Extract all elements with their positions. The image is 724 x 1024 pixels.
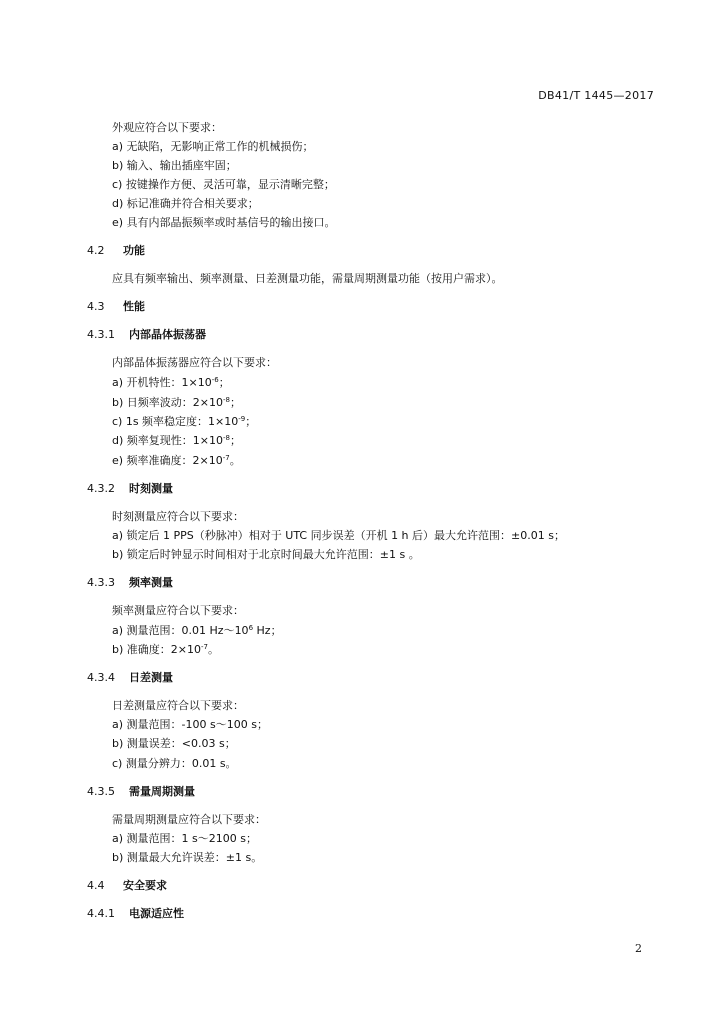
section-number: 4.3.2 (87, 482, 115, 495)
list-item: b) 测量最大允许误差：±1 s。 (112, 851, 263, 864)
section-title: 安全要求 (123, 879, 167, 892)
list-item: a) 测量范围：1 s～2100 s； (112, 832, 257, 845)
section-intro: 需量周期测量应符合以下要求： (112, 813, 266, 826)
section-title: 性能 (123, 300, 145, 313)
list-item: a) 开机特性：$1\times 10^{-6}$； (112, 376, 230, 389)
list-item: a) 测量范围：0.01 $Hz\sim 10^6$ Hz； (112, 624, 282, 637)
list-item: b) 输入、输出插座牢固； (112, 159, 237, 172)
list-item: e) 具有内部晶振频率或时基信号的输出接口。 (112, 216, 336, 229)
list-item: b) 准确度：$2\times 10^{-7}$。 (112, 643, 219, 656)
section-heading-4-2 (87, 244, 145, 258)
section-heading-4-3-1 (87, 328, 206, 342)
section-number: 4.4 (87, 879, 105, 892)
section-title: 需量周期测量 (129, 785, 195, 798)
page-number: 2 (635, 942, 642, 955)
list-item: b) 测量误差：<0.03 s； (112, 737, 236, 750)
list-item: c) 1s 频率稳定度：$1\times 10^{-9}$； (112, 415, 257, 428)
list-item: c) 测量分辨力：0.01 s。 (112, 757, 237, 770)
section-heading-4-3 (87, 300, 145, 314)
section-heading-4-3-5 (87, 785, 195, 799)
section-heading-4-4 (87, 879, 167, 893)
section-number: 4.3 (87, 300, 105, 313)
section-title: 功能 (123, 244, 145, 257)
list-item: a) 无缺陷，无影响正常工作的机械损伤； (112, 140, 314, 153)
document-id-header: DB41/T 1445—2017 (538, 89, 654, 102)
list-item: c) 按键操作方便、灵活可靠，显示清晰完整； (112, 178, 335, 191)
section-intro: 时刻测量应符合以下要求： (112, 510, 244, 523)
list-item: a) 测量范围：-100 s～100 s； (112, 718, 268, 731)
list-item: e) 频率准确度：$2\times 10^{-7}$。 (112, 454, 241, 467)
section-number: 4.3.4 (87, 671, 115, 684)
section-heading-4-3-4 (87, 671, 173, 685)
section-intro: 日差测量应符合以下要求： (112, 699, 244, 712)
section-number: 4.2 (87, 244, 105, 257)
section-title: 电源适应性 (129, 907, 184, 920)
list-item: b) 锁定后时钟显示时间相对于北京时间最大允许范围：±1 s 。 (112, 548, 420, 561)
section-heading-4-3-3 (87, 576, 173, 590)
list-item: d) 频率复现性：$1\times 10^{-8}$； (112, 434, 241, 447)
appearance-intro: 外观应符合以下要求： (112, 121, 222, 134)
section-number: 4.4.1 (87, 907, 115, 920)
section-title: 内部晶体振荡器 (129, 328, 206, 341)
paragraph: 应具有频率输出、频率测量、日差测量功能，需量周期测量功能（按用户需求）。 (112, 272, 503, 285)
list-item: a) 锁定后 1 PPS（秒脉冲）相对于 UTC 同步误差（开机 1 h 后）最大允许范围：±0.01 s； (112, 529, 565, 542)
section-title: 日差测量 (129, 671, 173, 684)
section-number: 4.3.5 (87, 785, 115, 798)
section-heading-4-4-1 (87, 907, 184, 921)
section-heading-4-3-2 (87, 482, 173, 496)
section-intro: 频率测量应符合以下要求： (112, 604, 244, 617)
section-number: 4.3.1 (87, 328, 115, 341)
list-item: b) 日频率波动：$2\times 10^{-8}$； (112, 396, 241, 409)
section-intro: 内部晶体振荡器应符合以下要求： (112, 356, 277, 369)
list-item: d) 标记准确并符合相关要求； (112, 197, 259, 210)
section-title: 频率测量 (129, 576, 173, 589)
section-number: 4.3.3 (87, 576, 115, 589)
section-title: 时刻测量 (129, 482, 173, 495)
